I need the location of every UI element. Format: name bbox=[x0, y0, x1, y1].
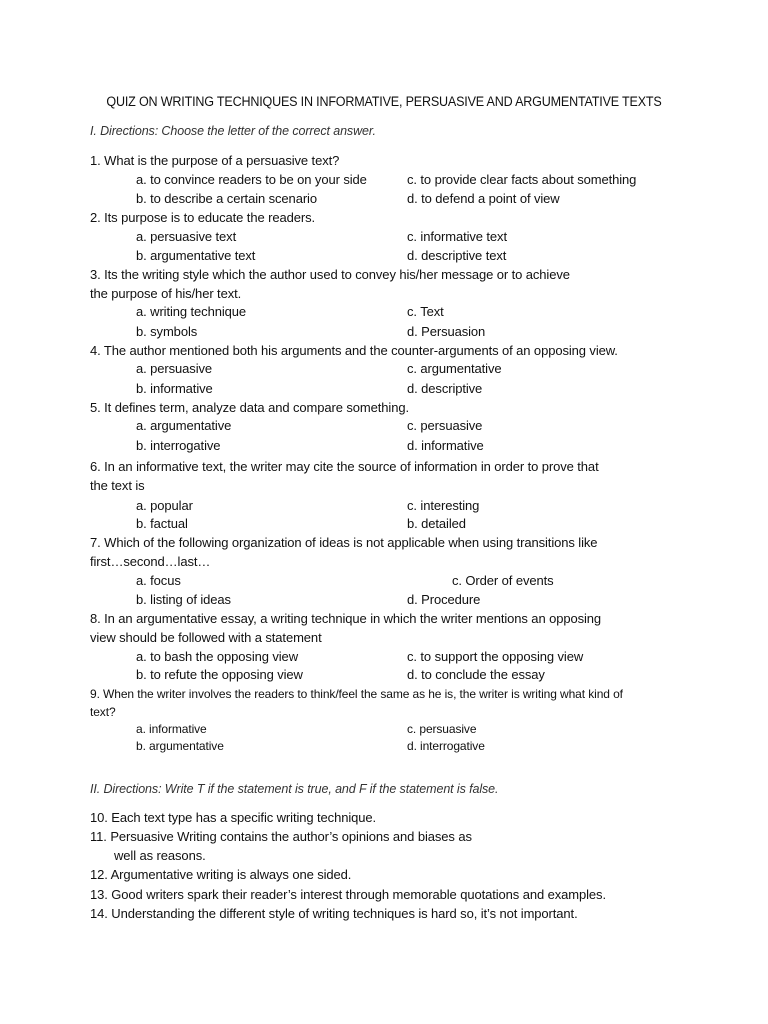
q1-option-a: a. to convince readers to be on your side bbox=[136, 172, 367, 187]
q7-option-c: c. Order of events bbox=[452, 573, 554, 588]
question-8-line-1: 8. In an argumentative essay, a writing technique in which the writer mentions an opposing bbox=[90, 611, 602, 626]
q6-option-a: a. popular bbox=[136, 498, 193, 513]
q3-option-a: a. writing technique bbox=[136, 304, 247, 319]
question-9-line-1: 9. When the writer involves the readers to think/feel the same as he is, the writer is writing what kind of bbox=[90, 687, 623, 701]
question-7-line-2: first…second…last… bbox=[90, 554, 211, 569]
q9-option-a: a. informative bbox=[136, 722, 207, 736]
question-2: 2. Its purpose is to educate the readers. bbox=[90, 210, 315, 225]
q2-option-c: c. informative text bbox=[407, 229, 507, 244]
part1-directions: I. Directions: Choose the letter of the correct answer. bbox=[90, 124, 376, 138]
question-12: 12. Argumentative writing is always one sided. bbox=[90, 867, 352, 882]
q5-option-b: b. interrogative bbox=[136, 438, 221, 453]
q9-option-c: c. persuasive bbox=[407, 722, 477, 736]
q7-option-d: d. Procedure bbox=[407, 592, 481, 607]
quiz-title: QUIZ ON WRITING TECHNIQUES IN INFORMATIVE, PERSUASIVE AND ARGUMENTATIVE TEXTS bbox=[106, 94, 662, 109]
q7-option-b: b. listing of ideas bbox=[136, 592, 231, 607]
question-5: 5. It defines term, analyze data and compare something. bbox=[90, 400, 409, 415]
question-3-line-1: 3. Its the writing style which the author used to convey his/her message or to achieve bbox=[90, 267, 570, 282]
q3-option-c: c. Text bbox=[407, 304, 444, 319]
q2-option-b: b. argumentative text bbox=[136, 248, 256, 263]
q6-option-b: b. factual bbox=[136, 516, 188, 531]
question-13: 13. Good writers spark their reader’s interest through memorable quotations and examples. bbox=[90, 887, 606, 902]
q4-option-c: c. argumentative bbox=[407, 361, 502, 376]
q9-option-b: b. argumentative bbox=[136, 739, 224, 753]
q8-option-a: a. to bash the opposing view bbox=[136, 649, 298, 664]
q8-option-d: d. to conclude the essay bbox=[407, 667, 545, 682]
question-6-line-1: 6. In an informative text, the writer may cite the source of information in order to prove that bbox=[90, 459, 599, 474]
question-10: 10. Each text type has a specific writing technique. bbox=[90, 810, 377, 825]
q1-option-d: d. to defend a point of view bbox=[407, 191, 560, 206]
question-1: 1. What is the purpose of a persuasive text? bbox=[90, 153, 340, 168]
q5-option-d: d. informative bbox=[407, 438, 484, 453]
q4-option-a: a. persuasive bbox=[136, 361, 213, 376]
question-9-line-2: text? bbox=[90, 705, 116, 719]
question-4: 4. The author mentioned both his arguments and the counter-arguments of an opposing view. bbox=[90, 343, 618, 358]
q4-option-b: b. informative bbox=[136, 381, 213, 396]
q5-option-a: a. argumentative bbox=[136, 418, 232, 433]
q3-option-b: b. symbols bbox=[136, 324, 198, 339]
part2-directions: II. Directions: Write T if the statement is true, and F if the statement is false. bbox=[90, 782, 499, 796]
q9-option-d: d. interrogative bbox=[407, 739, 485, 753]
question-11-line-1: 11. Persuasive Writing contains the author’s opinions and biases as bbox=[90, 829, 472, 844]
q2-option-d: d. descriptive text bbox=[407, 248, 507, 263]
question-11-line-2: well as reasons. bbox=[114, 848, 206, 863]
question-14: 14. Understanding the different style of writing techniques is hard so, it’s not important. bbox=[90, 906, 578, 921]
q7-option-a: a. focus bbox=[136, 573, 181, 588]
question-7-line-1: 7. Which of the following organization of ideas is not applicable when using transitions like bbox=[90, 535, 598, 550]
q6-option-d: b. detailed bbox=[407, 516, 466, 531]
q4-option-d: d. descriptive bbox=[407, 381, 483, 396]
q1-option-c: c. to provide clear facts about something bbox=[407, 172, 637, 187]
question-3-line-2: the purpose of his/her text. bbox=[90, 286, 242, 301]
q3-option-d: d. Persuasion bbox=[407, 324, 486, 339]
q5-option-c: c. persuasive bbox=[407, 418, 483, 433]
question-8-line-2: view should be followed with a statement bbox=[90, 630, 322, 645]
q8-option-b: b. to refute the opposing view bbox=[136, 667, 303, 682]
question-6-line-2: the text is bbox=[90, 478, 145, 493]
q1-option-b: b. to describe a certain scenario bbox=[136, 191, 317, 206]
q6-option-c: c. interesting bbox=[407, 498, 480, 513]
q8-option-c: c. to support the opposing view bbox=[407, 649, 584, 664]
q2-option-a: a. persuasive text bbox=[136, 229, 237, 244]
